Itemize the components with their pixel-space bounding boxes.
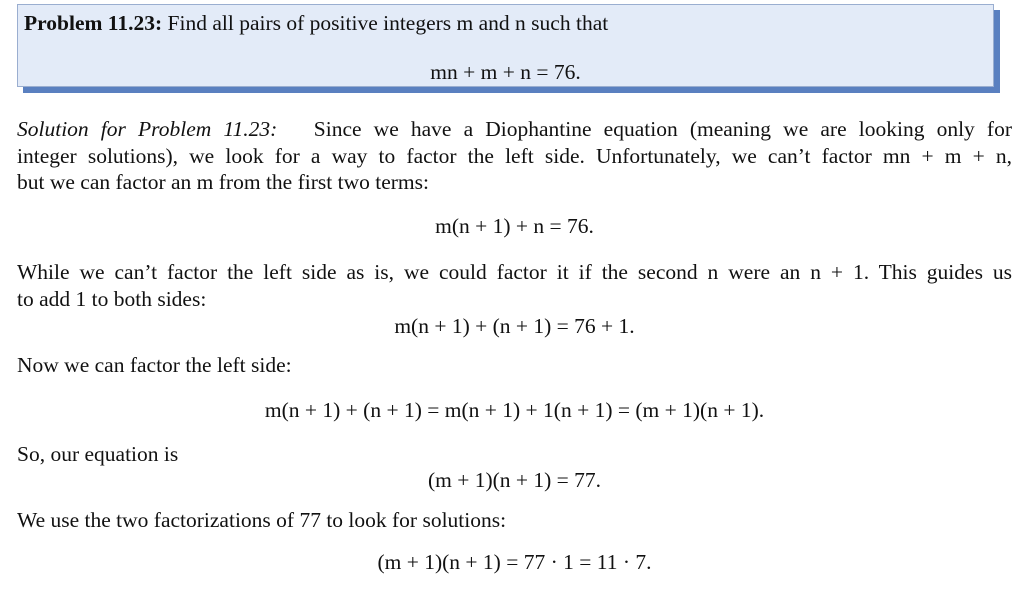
equation-5: (m + 1)(n + 1) = 77 · 1 = 11 · 7. <box>377 550 652 574</box>
equation-2: m(n + 1) + (n + 1) = 76 + 1. <box>394 314 635 338</box>
solution-intro-line-2: integer solutions), we look for a way to factor the left side. Unfortunately, we can’t factor mn + m + n, <box>17 143 1012 168</box>
paragraph-3 <box>17 352 1012 379</box>
problem-box <box>17 4 994 87</box>
paragraph-5 <box>17 507 1012 534</box>
paragraph-5-line: We use the two factorizations of 77 to look for solutions: <box>17 508 507 532</box>
problem-equation: mn + m + n = 76. <box>430 60 581 84</box>
paragraph-4-line: So, our equation is <box>17 442 179 466</box>
paragraph-3-line: Now we can factor the left side: <box>17 353 292 377</box>
equation-4: (m + 1)(n + 1) = 77. <box>427 468 602 492</box>
equation-1: m(n + 1) + n = 76. <box>435 214 594 238</box>
paragraph-2-line-1: While we can’t factor the left side as is, we could factor it if the second n were an n + 1. This guides us <box>17 260 1012 284</box>
problem-statement: Find all pairs of positive integers m and n such that <box>162 11 609 35</box>
paragraph-2-line-2: to add 1 to both sides: <box>17 286 207 311</box>
solution-intro-text-1: Since we have a Diophantine equation (meaning we are looking only for <box>313 117 1013 141</box>
equation-3: m(n + 1) + (n + 1) = m(n + 1) + 1(n + 1) = (m + 1)(n + 1). <box>264 398 765 422</box>
problem-statement-line <box>24 11 608 36</box>
solution-intro-line-1 <box>17 116 1012 143</box>
problem-label: Problem 11.23: <box>24 11 163 35</box>
solution-label: Solution for Problem 11.23: <box>17 117 278 141</box>
paragraph-2 <box>17 259 1012 312</box>
solution-intro-line-3: but we can factor an m from the first two terms: <box>17 170 429 194</box>
paragraph-4 <box>17 441 1012 468</box>
solution-intro-paragraph <box>17 116 1012 196</box>
